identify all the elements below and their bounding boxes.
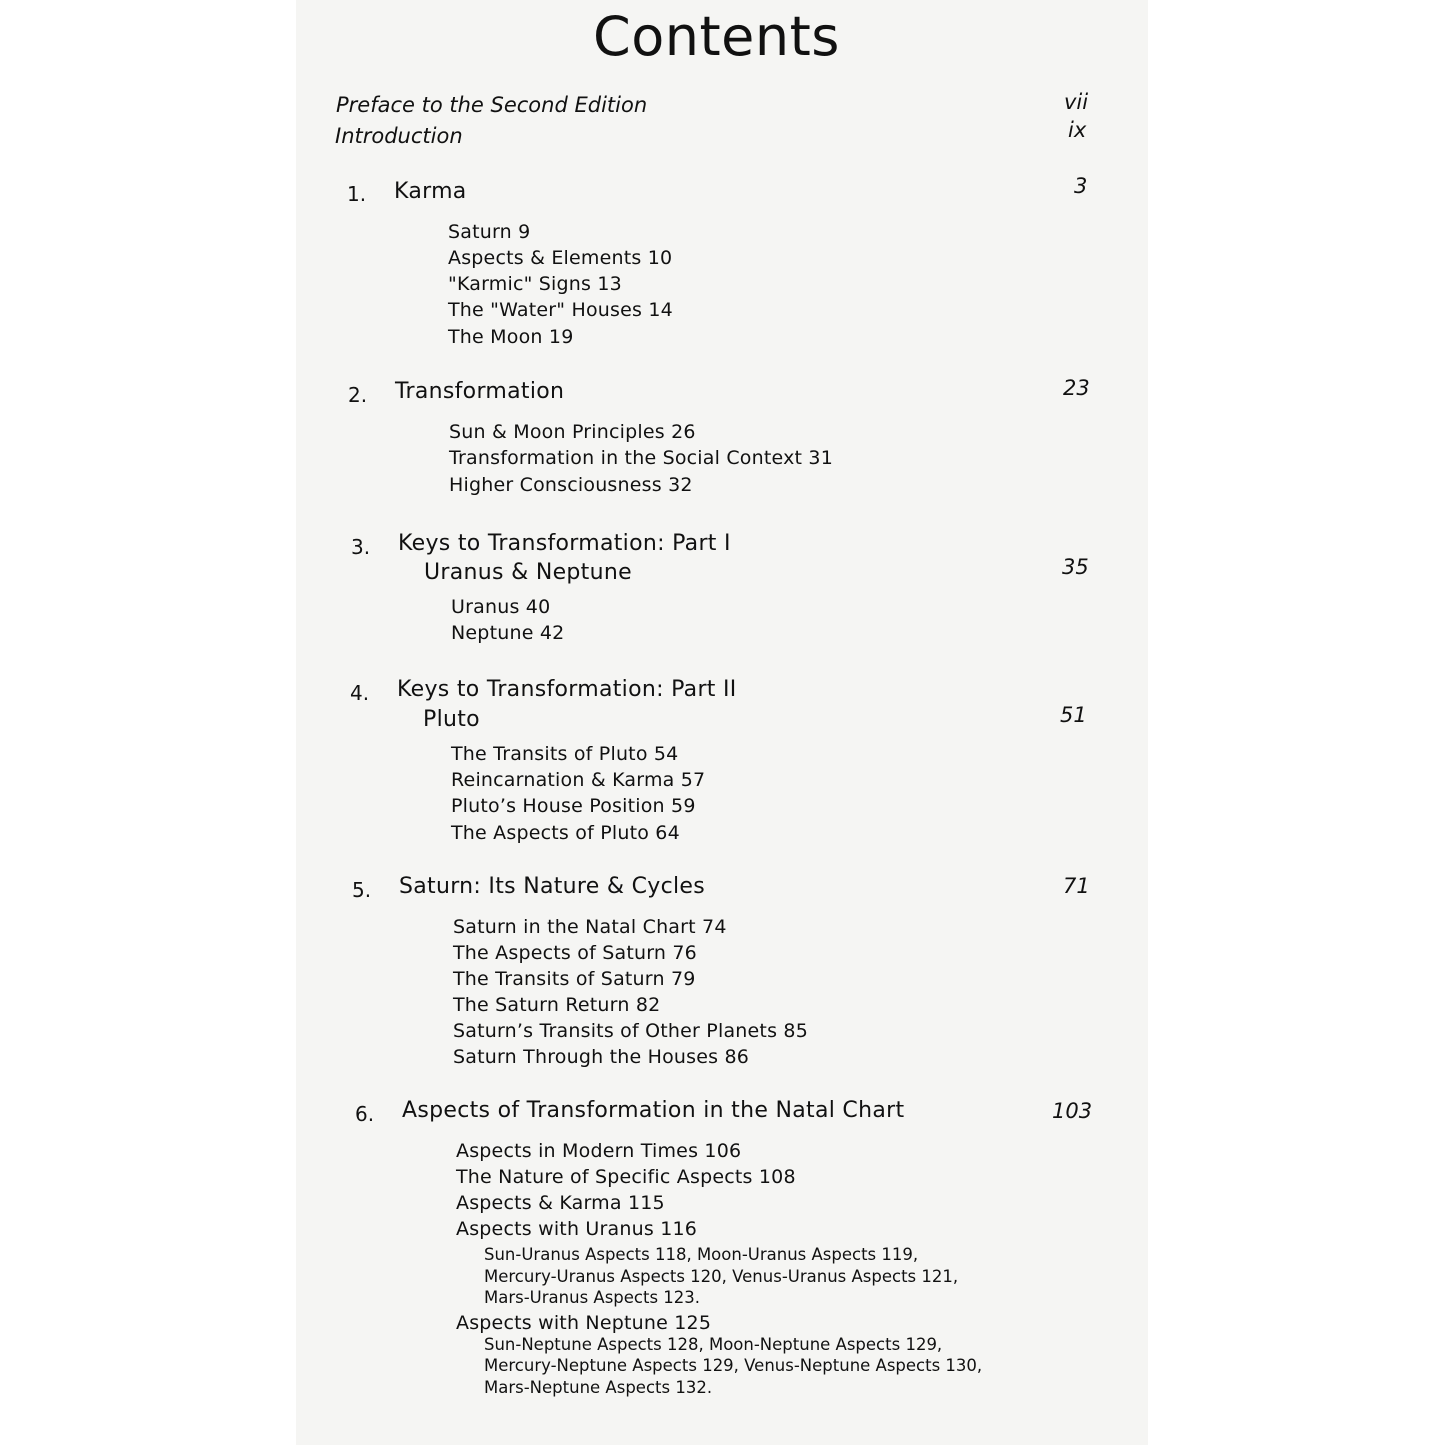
toc-entry-preface: Preface to the Second Edition <box>336 93 648 117</box>
chapter-number: 1. <box>347 182 367 206</box>
section-entry: Aspects & Elements 10 <box>448 247 673 269</box>
section-entry: The Moon 19 <box>448 326 574 348</box>
page-title: Contents <box>593 5 840 68</box>
toc-page-preface: vii <box>1064 90 1089 114</box>
section-entry: Transformation in the Social Context 31 <box>449 447 833 469</box>
section-entry: Uranus 40 <box>451 596 551 618</box>
chapter-number: 2. <box>348 383 368 407</box>
chapter-title: Karma <box>394 179 467 204</box>
chapter-subtitle: Pluto <box>423 707 480 732</box>
chapter-title: Aspects of Transformation in the Natal Chart <box>402 1098 905 1123</box>
chapter-number: 3. <box>351 535 371 559</box>
chapter-page: 71 <box>1063 874 1090 898</box>
subsection-detail: Mercury-Uranus Aspects 120, Venus-Uranus Aspects 121, <box>484 1267 959 1286</box>
section-entry: The Transits of Saturn 79 <box>453 968 696 990</box>
chapter-title: Keys to Transformation: Part II <box>397 677 737 702</box>
section-entry: "Karmic" Signs 13 <box>448 273 622 295</box>
section-entry: Reincarnation & Karma 57 <box>451 769 706 791</box>
section-entry: Aspects with Uranus 116 <box>456 1218 698 1240</box>
toc-page-introduction: ix <box>1068 118 1087 142</box>
subsection-detail: Sun-Uranus Aspects 118, Moon-Uranus Aspects 119, <box>484 1245 919 1264</box>
section-entry: The Transits of Pluto 54 <box>451 743 679 765</box>
section-entry: The Saturn Return 82 <box>453 994 661 1016</box>
section-entry: Sun & Moon Principles 26 <box>449 421 696 443</box>
subsection-detail: Mars-Uranus Aspects 123. <box>484 1288 701 1307</box>
chapter-title: Keys to Transformation: Part I <box>398 531 731 556</box>
section-entry: The Aspects of Saturn 76 <box>453 942 697 964</box>
subsection-detail: Mercury-Neptune Aspects 129, Venus-Neptune Aspects 130, <box>484 1356 983 1375</box>
chapter-title: Transformation <box>395 379 565 404</box>
section-entry: Saturn in the Natal Chart 74 <box>453 916 727 938</box>
section-entry: Aspects with Neptune 125 <box>456 1312 712 1334</box>
toc-entry-introduction: Introduction <box>335 124 463 148</box>
section-entry: Pluto’s House Position 59 <box>451 795 696 817</box>
subsection-detail: Mars-Neptune Aspects 132. <box>484 1378 713 1397</box>
chapter-page: 35 <box>1062 555 1089 579</box>
chapter-subtitle: Uranus & Neptune <box>424 560 632 585</box>
section-entry: The Aspects of Pluto 64 <box>451 822 680 844</box>
chapter-page: 103 <box>1052 1099 1093 1123</box>
subsection-detail: Sun-Neptune Aspects 128, Moon-Neptune Aspects 129, <box>484 1335 943 1354</box>
section-entry: Saturn Through the Houses 86 <box>453 1046 750 1068</box>
section-entry: The Nature of Specific Aspects 108 <box>456 1166 796 1188</box>
chapter-page: 3 <box>1074 174 1088 198</box>
section-entry: Saturn 9 <box>448 221 531 243</box>
section-entry: The "Water" Houses 14 <box>448 299 673 321</box>
section-entry: Aspects in Modern Times 106 <box>456 1140 742 1162</box>
chapter-title: Saturn: Its Nature & Cycles <box>399 874 706 899</box>
chapter-number: 6. <box>355 1102 375 1126</box>
chapter-number: 4. <box>350 681 370 705</box>
chapter-number: 5. <box>352 878 372 902</box>
chapter-page: 51 <box>1060 703 1087 727</box>
section-entry: Neptune 42 <box>451 622 565 644</box>
chapter-page: 23 <box>1063 376 1090 400</box>
section-entry: Higher Consciousness 32 <box>449 474 693 496</box>
section-entry: Aspects & Karma 115 <box>456 1192 665 1214</box>
section-entry: Saturn’s Transits of Other Planets 85 <box>453 1020 808 1042</box>
